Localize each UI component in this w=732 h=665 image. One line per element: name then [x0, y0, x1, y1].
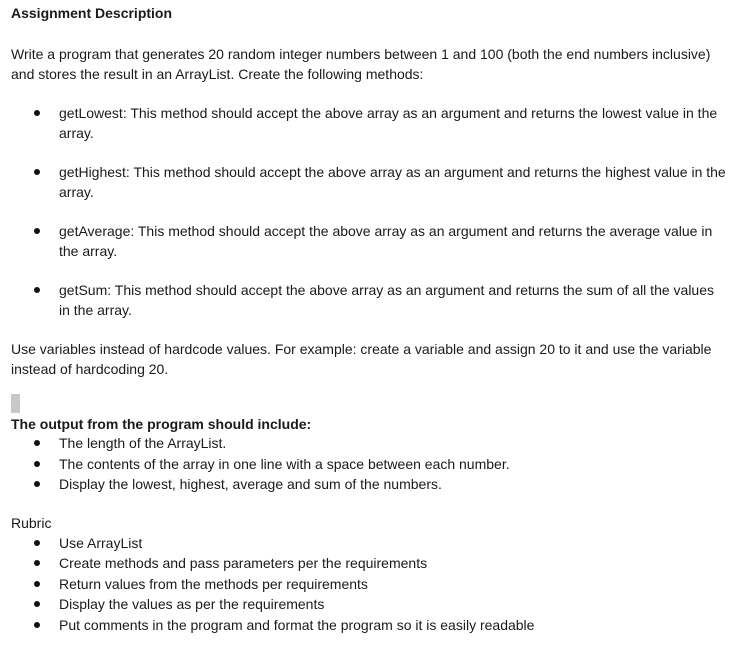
rubric-list: [11, 533, 727, 636]
output-list: [11, 433, 727, 495]
bullet-icon: [34, 287, 40, 293]
assignment-heading: Assignment Description: [11, 5, 173, 21]
output-heading: The output from the program should include:: [11, 416, 312, 432]
methods-list: [11, 103, 727, 320]
method-get-sum: getSum: This method should accept the above array as an argument and returns the sum of all the values in the array.: [59, 282, 715, 318]
list-item: [11, 553, 727, 574]
method-get-highest: getHighest: This method should accept the above array as an argument and returns the highest value in the array.: [59, 164, 726, 200]
list-item: [11, 433, 727, 454]
list-item: [11, 454, 727, 475]
bullet-icon: [34, 540, 40, 546]
list-item: [11, 103, 727, 143]
assignment-document: [11, 4, 727, 635]
method-get-average: getAverage: This method should accept the above array as an argument and returns the average value in the array.: [59, 223, 713, 259]
rubric-item: Put comments in the program and format the program so it is easily readable: [59, 616, 535, 633]
list-item: [11, 574, 727, 595]
method-get-lowest: getLowest: This method should accept the above array as an argument and returns the lowest value in the array.: [59, 105, 718, 141]
list-item: [11, 280, 727, 320]
bullet-icon: [34, 228, 40, 234]
list-item: [11, 221, 727, 261]
rubric-item: Use ArrayList: [59, 534, 143, 551]
bullet-icon: [34, 622, 40, 628]
list-item: [11, 615, 727, 636]
output-item-contents: The contents of the array in one line with a space between each number.: [59, 455, 510, 472]
list-item: [11, 162, 727, 202]
rubric-item: Display the values as per the requirements: [59, 596, 325, 612]
bullet-icon: [34, 581, 40, 587]
bullet-icon: [34, 110, 40, 116]
intro-paragraph: Write a program that generates 20 random integer numbers between 1 and 100 (both the end numbers inclusive) and stores the result in an ArrayList. Create the following methods:: [11, 46, 711, 82]
output-item-length: The length of the ArrayList.: [59, 435, 227, 451]
bullet-icon: [34, 440, 40, 446]
variables-note: Use variables instead of hardcode values. For example: create a variable and assign 20 to it and use the variable instead of hardcoding 20.: [11, 341, 712, 377]
rubric-heading: Rubric: [11, 514, 52, 531]
list-item: [11, 594, 727, 615]
bullet-icon: [34, 169, 40, 175]
text-cursor-block: [11, 394, 20, 413]
rubric-item: Return values from the methods per requirements: [59, 575, 368, 592]
rubric-item: Create methods and pass parameters per the requirements: [59, 555, 428, 571]
list-item: [11, 533, 727, 554]
bullet-icon: [34, 560, 40, 566]
list-item: [11, 474, 727, 495]
bullet-icon: [34, 481, 40, 487]
bullet-icon: [34, 601, 40, 607]
output-item-stats: Display the lowest, highest, average and sum of the numbers.: [59, 476, 442, 492]
bullet-icon: [34, 461, 40, 467]
